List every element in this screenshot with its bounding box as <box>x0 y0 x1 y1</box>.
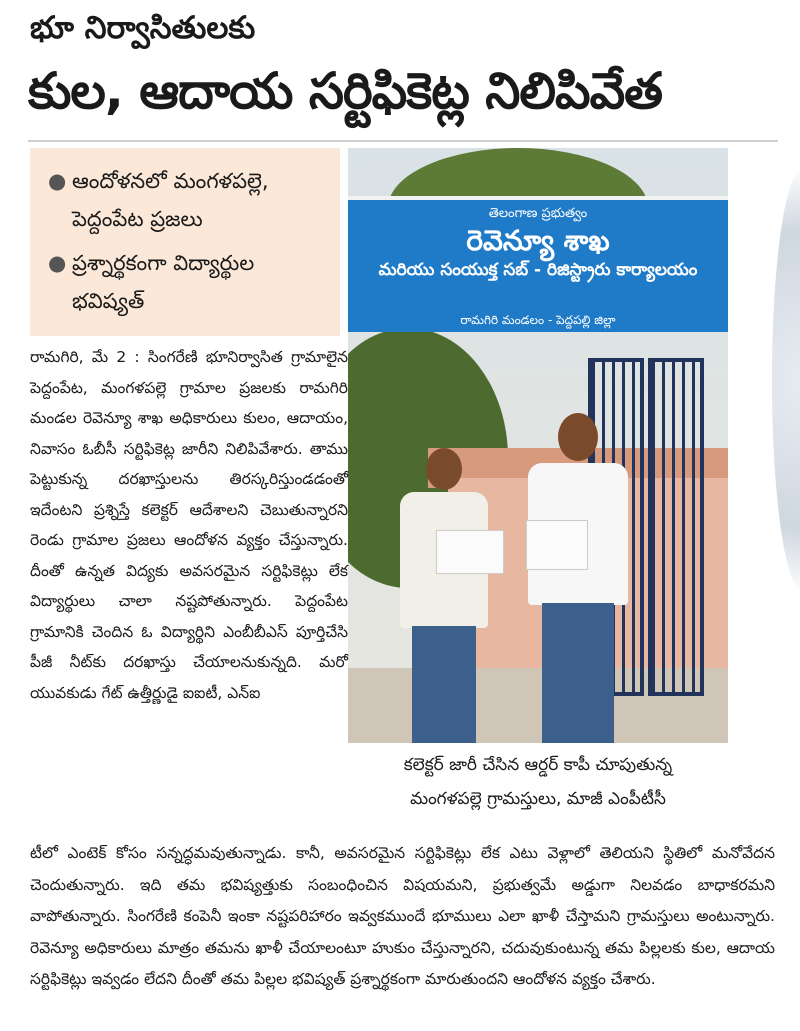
caption-line: కలెక్టర్ జారీ చేసిన ఆర్డర్ కాపీ చూపుతున్న <box>403 755 673 775</box>
sign-main-text: రెవెన్యూ శాఖ <box>466 224 610 257</box>
bullet-icon: ● <box>48 251 67 275</box>
highlight-text: ప్రశ్నార్థకంగా విద్యార్థుల భవిష్యత్ <box>72 251 255 313</box>
page-edge-shade <box>772 170 800 590</box>
article-body-wide <box>30 838 775 996</box>
order-copy-paper <box>526 520 588 570</box>
sign-sub-text: మరియు సంయుక్త సబ్ - రిజిస్ట్రారు కార్యాలయం <box>378 260 698 280</box>
photo-caption <box>352 748 724 816</box>
revenue-office-sign <box>348 196 728 314</box>
article-paragraph: రామగిరి, మే 2 : సింగరేణి భూనిర్వాసిత గ్రామాలైన పెద్దంపేట, మంగళపల్లె గ్రామాల ప్రజలకు రామగిరి మండల రెవెన్యూ శాఖ అధికారులు కులం, ఆదాయం, నివాసం ఓబీసీ సర్టిఫికెట్ల జారీని నిలిపివేశారు. తాము పెట్టుకున్న దరఖాస్తులను తిరస్కరిస్తుండడంతో ఇదేంటని ప్రశ్నిస్తే కలెక్టర్ ఆదేశాలని చెబుతున్నారని రెండు గ్రామాల ప్రజలు ఆందోళన వ్యక్తం చేస్తున్నారు. దీంతో ఉన్నత విద్యకు అవసరమైన సర్టిఫికెట్లు లేక విద్యార్థులు చాలా నష్టపోతున్నారు. పెద్దంపేట గ్రామానికి చెందిన ఓ విద్యార్థిని ఎంబీబీఎస్ పూర్తిచేసి పీజీ నీట్‌కు దరఖాస్తు చేయాలనుకున్నది. మరో యువకుడు గేట్ ఉత్తీర్ణుడై ఐఐటీ, ఎన్ఐ <box>30 348 348 702</box>
highlight-item <box>44 162 330 238</box>
kicker-heading: భూ నిర్వాసితులకు <box>30 10 256 46</box>
highlight-text: ఆందోళనలో మంగళపల్లె, పెద్దంపేట ప్రజలు <box>72 169 269 231</box>
article-body-column <box>30 342 348 708</box>
sign-place-text: రామగిరి మండలం - పెద్దపల్లి జిల్లా <box>348 308 728 332</box>
person-right <box>518 413 638 743</box>
highlights-box <box>30 148 340 336</box>
caption-line: మంగళపల్లె గ్రామస్తులు, మాజీ ఎంపీటీసీ <box>410 789 666 809</box>
highlight-item <box>44 244 330 320</box>
news-photo <box>348 148 728 743</box>
photo-gate <box>648 358 704 696</box>
order-copy-paper <box>436 530 504 574</box>
person-head <box>558 413 598 461</box>
article-paragraph: టీలో ఎంటెక్ కోసం సన్నద్ధమవుతున్నాడు. కానీ, అవసరమైన సర్టిఫికెట్లు లేక ఎటు వెళ్లాలో తెలియని స్థితిలో మనోవేదన చెందుతున్నారు. ఇది తమ భవిష్యత్తుకు సంబంధించిన విషయమని, ప్రభుత్వమే అడ్డుగా నిలవడం బాధాకరమని వాపోతున్నారు. సింగరేణి కంపెనీ ఇంకా నష్టపరిహారం ఇవ్వకముందే భూములు ఎలా ఖాళీ చేస్తామని గ్రామస్తులు అంటున్నారు. రెవెన్యూ అధికారులు మాత్రం తమను ఖాళీ చేయాలంటూ హుకుం చేస్తున్నారని, చదువుకుంటున్న తమ పిల్లలకు కుల, ఆదాయ సర్టిఫికెట్లు ఇవ్వడం లేదని దీంతో తమ పిల్లల భవిష్యత్ ప్రశ్నార్థకంగా మారుతుందని ఆందోళన వ్యక్తం చేశారు. <box>30 844 775 988</box>
headline-divider <box>28 140 778 142</box>
headline: కుల, ఆదాయ సర్టిఫికెట్ల నిలిపివేత <box>28 62 663 120</box>
person-left <box>388 448 498 743</box>
person-pants <box>412 626 476 743</box>
bullet-icon: ● <box>48 169 67 193</box>
sign-top-text: తెలంగాణ ప్రభుత్వం <box>488 206 588 221</box>
person-pants <box>542 603 614 743</box>
person-head <box>426 448 462 490</box>
